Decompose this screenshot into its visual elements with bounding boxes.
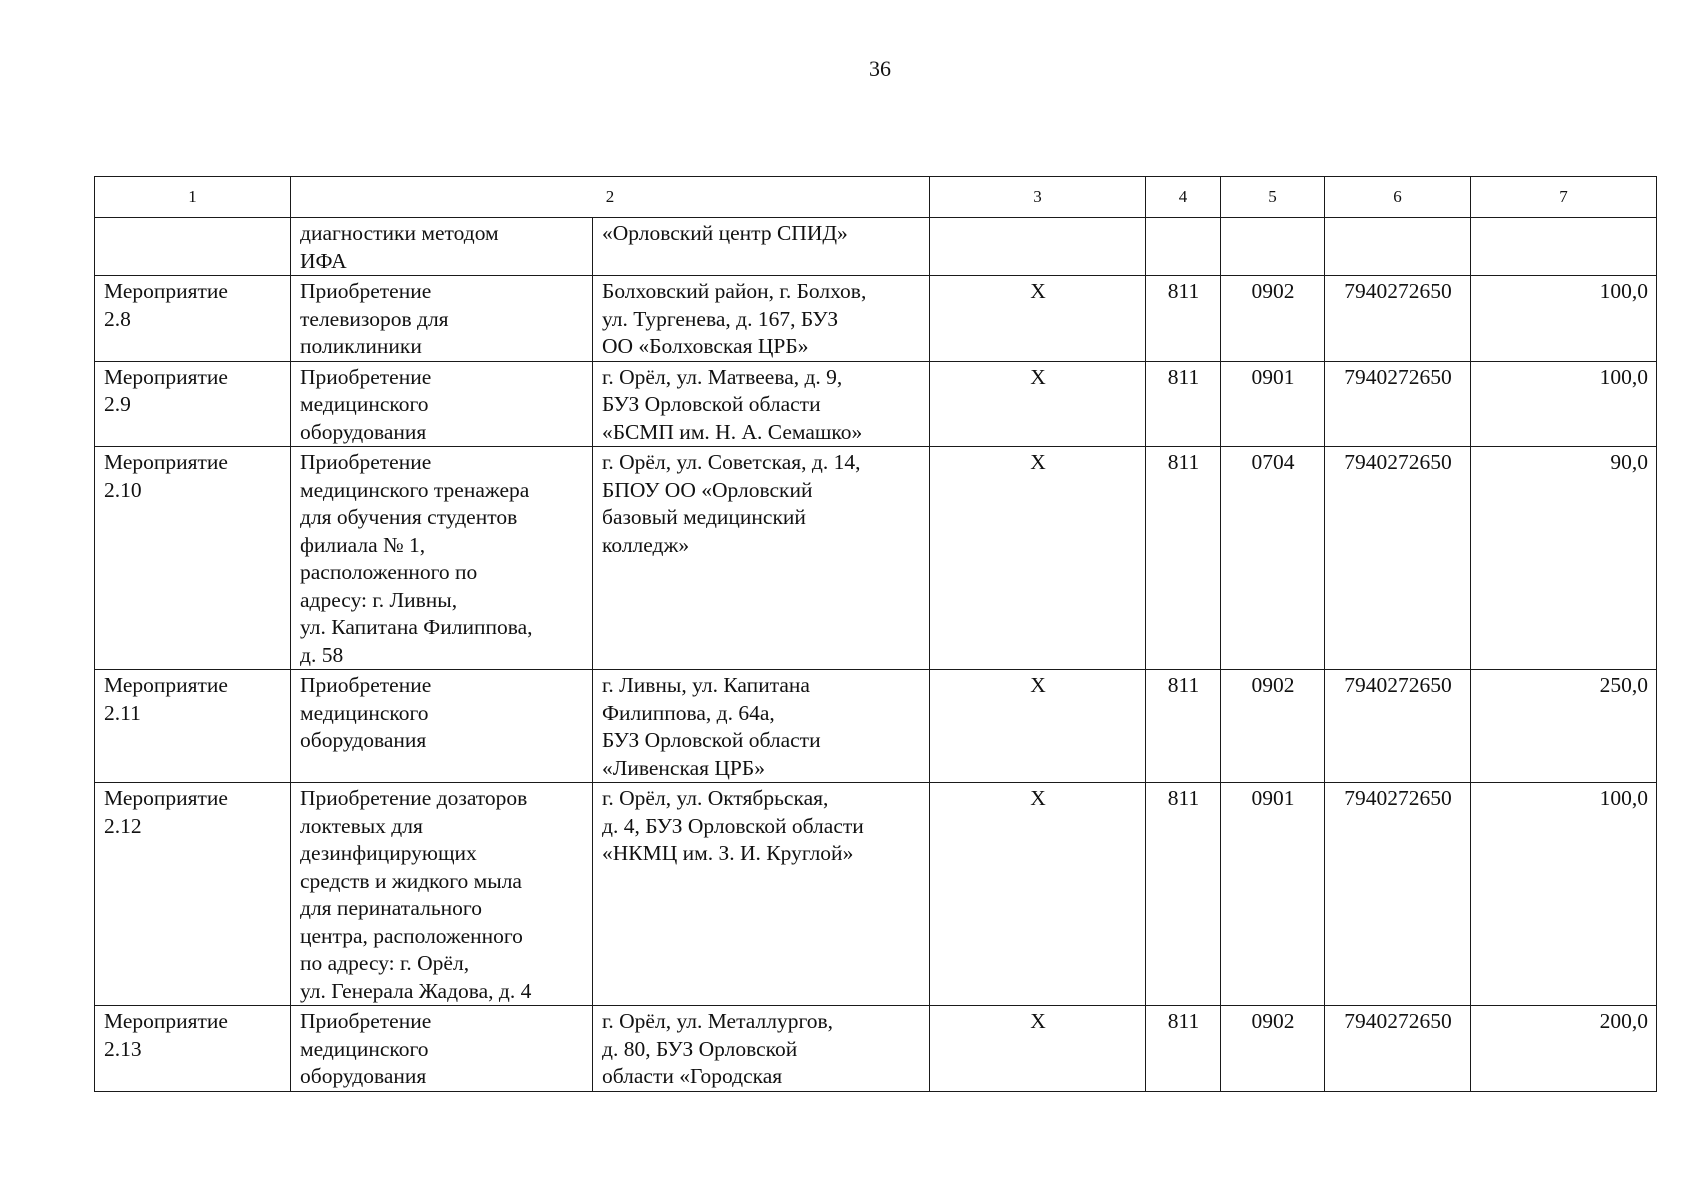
address-cell-line: колледж»: [602, 532, 690, 557]
col4-cell: 811: [1146, 447, 1221, 670]
table-row: [95, 361, 1657, 447]
col5-cell: 0704: [1221, 447, 1325, 670]
col6-cell: 7940272650: [1325, 783, 1471, 1006]
col3-cell: Х: [930, 1006, 1146, 1092]
measure-id-cell: [95, 361, 291, 447]
measure-id-cell-line: 2.10: [104, 477, 142, 502]
page-number: 36: [869, 56, 891, 81]
table-row: [95, 1006, 1657, 1092]
measure-name-cell-line: диагностики методом: [300, 221, 499, 245]
address-cell-line: «Орловский центр СПИД»: [602, 221, 848, 245]
col5-cell: 0901: [1221, 361, 1325, 447]
measure-name-cell-line: медицинского тренажера: [300, 477, 530, 502]
measure-name-cell-line: Приобретение: [300, 1009, 432, 1033]
address-cell-line: «БСМП им. Н. А. Семашко»: [602, 419, 863, 444]
measure-name-cell-line: филиала № 1,: [300, 532, 426, 557]
col5-cell: 0902: [1221, 276, 1325, 362]
address-cell: [593, 361, 930, 447]
amount-cell: 100,0: [1471, 276, 1657, 362]
measure-id-cell-line: 2.13: [104, 1036, 142, 1061]
col6-cell: [1325, 218, 1471, 276]
table-row: [95, 218, 1657, 276]
address-cell-line: д. 4, БУЗ Орловской области: [602, 813, 864, 838]
measure-name-cell: [291, 361, 593, 447]
amount-cell: [1471, 218, 1657, 276]
col6-cell: 7940272650: [1325, 1006, 1471, 1092]
measure-id-cell-line: Мероприятие: [104, 786, 228, 810]
address-cell-line: области «Городская: [602, 1064, 783, 1088]
measure-id-cell-line: 2.12: [104, 813, 142, 838]
header-cell: 4: [1146, 177, 1221, 218]
col5-cell: 0902: [1221, 1006, 1325, 1092]
address-cell-line: ул. Тургенева, д. 167, БУЗ: [602, 306, 839, 331]
col3-cell: Х: [930, 783, 1146, 1006]
measure-name-cell-line: локтевых для: [300, 813, 423, 838]
budget-table: [94, 176, 1657, 1092]
col4-cell: 811: [1146, 361, 1221, 447]
measure-name-cell-line: по адресу: г. Орёл,: [300, 951, 470, 975]
col5-cell: 0901: [1221, 783, 1325, 1006]
header-cell: 6: [1325, 177, 1471, 218]
header-cell: 2: [291, 177, 930, 218]
col3-cell: Х: [930, 670, 1146, 783]
col4-cell: 811: [1146, 276, 1221, 362]
table-row: [95, 670, 1657, 783]
measure-id-cell: [95, 276, 291, 362]
address-cell: [593, 218, 930, 276]
col3-cell: [930, 218, 1146, 276]
col4-cell: 811: [1146, 670, 1221, 783]
address-cell-line: д. 80, БУЗ Орловской: [602, 1036, 798, 1061]
measure-id-cell-line: Мероприятие: [104, 450, 228, 474]
measure-name-cell: [291, 447, 593, 670]
header-cell: 7: [1471, 177, 1657, 218]
header-cell: 3: [930, 177, 1146, 218]
col3-cell: Х: [930, 361, 1146, 447]
measure-name-cell-line: средств и жидкого мыла: [300, 868, 522, 893]
col5-cell: [1221, 218, 1325, 276]
measure-id-cell-line: 2.9: [104, 392, 131, 416]
measure-name-cell-line: д. 58: [300, 642, 344, 667]
measure-name-cell-line: оборудования: [300, 1064, 427, 1088]
measure-name-cell-line: оборудования: [300, 728, 427, 752]
measure-name-cell-line: Приобретение дозаторов: [300, 786, 528, 810]
measure-name-cell-line: ул. Капитана Филиппова,: [300, 615, 533, 639]
measure-name-cell-line: поликлиники: [300, 334, 422, 358]
table-header-row: [95, 177, 1657, 218]
col6-cell: 7940272650: [1325, 276, 1471, 362]
col3-cell: Х: [930, 276, 1146, 362]
address-cell-line: БПОУ ОО «Орловский: [602, 477, 813, 502]
address-cell-line: «Ливенская ЦРБ»: [602, 755, 765, 780]
amount-cell: 90,0: [1471, 447, 1657, 670]
address-cell-line: г. Орёл, ул. Матвеева, д. 9,: [602, 364, 843, 389]
header-cell: 1: [95, 177, 291, 218]
measure-name-cell-line: ИФА: [300, 248, 347, 273]
measure-id-cell: [95, 783, 291, 1006]
measure-id-cell-line: Мероприятие: [104, 1009, 228, 1033]
amount-cell: 200,0: [1471, 1006, 1657, 1092]
measure-name-cell: [291, 1006, 593, 1092]
measure-name-cell-line: медицинского: [300, 700, 429, 725]
address-cell-line: Филиппова, д. 64а,: [602, 700, 775, 725]
col4-cell: 811: [1146, 783, 1221, 1006]
address-cell: [593, 276, 930, 362]
address-cell-line: ОО «Болховская ЦРБ»: [602, 334, 809, 358]
measure-id-cell: [95, 218, 291, 276]
col4-cell: 811: [1146, 1006, 1221, 1092]
measure-name-cell-line: Приобретение: [300, 450, 432, 474]
amount-cell: 100,0: [1471, 783, 1657, 1006]
table-row: [95, 783, 1657, 1006]
measure-name-cell-line: Приобретение: [300, 673, 432, 697]
measure-name-cell-line: медицинского: [300, 392, 429, 416]
measure-name-cell-line: дезинфицирующих: [300, 841, 477, 865]
measure-name-cell-line: Приобретение: [300, 279, 432, 303]
measure-id-cell-line: 2.8: [104, 306, 131, 331]
measure-name-cell-line: центра, расположенного: [300, 923, 523, 948]
col5-cell: 0902: [1221, 670, 1325, 783]
measure-name-cell-line: Приобретение: [300, 364, 432, 389]
col6-cell: 7940272650: [1325, 670, 1471, 783]
header-cell: 5: [1221, 177, 1325, 218]
measure-name-cell-line: оборудования: [300, 419, 427, 444]
measure-id-cell: [95, 1006, 291, 1092]
address-cell: [593, 783, 930, 1006]
table-row: [95, 276, 1657, 362]
address-cell-line: г. Орёл, ул. Металлургов,: [602, 1009, 834, 1033]
measure-name-cell: [291, 783, 593, 1006]
measure-name-cell-line: адресу: г. Ливны,: [300, 587, 458, 612]
address-cell-line: Болховский район, г. Болхов,: [602, 279, 867, 303]
measure-id-cell-line: 2.11: [104, 700, 141, 725]
address-cell-line: г. Орёл, ул. Советская, д. 14,: [602, 450, 861, 474]
col6-cell: 7940272650: [1325, 361, 1471, 447]
measure-id-cell-line: Мероприятие: [104, 364, 228, 389]
measure-id-cell: [95, 670, 291, 783]
address-cell: [593, 1006, 930, 1092]
measure-id-cell-line: Мероприятие: [104, 279, 228, 303]
amount-cell: 100,0: [1471, 361, 1657, 447]
measure-name-cell-line: для обучения студентов: [300, 505, 518, 529]
address-cell-line: БУЗ Орловской области: [602, 392, 821, 416]
address-cell-line: БУЗ Орловской области: [602, 728, 821, 752]
address-cell-line: «НКМЦ им. З. И. Круглой»: [602, 841, 854, 865]
measure-name-cell: [291, 218, 593, 276]
measure-name-cell: [291, 276, 593, 362]
measure-id-cell: [95, 447, 291, 670]
col6-cell: 7940272650: [1325, 447, 1471, 670]
address-cell-line: г. Орёл, ул. Октябрьская,: [602, 786, 829, 810]
measure-name-cell-line: ул. Генерала Жадова, д. 4: [300, 978, 532, 1003]
measure-id-cell-line: Мероприятие: [104, 673, 228, 697]
measure-name-cell: [291, 670, 593, 783]
address-cell-line: базовый медицинский: [602, 505, 806, 529]
col3-cell: Х: [930, 447, 1146, 670]
address-cell: [593, 670, 930, 783]
amount-cell: 250,0: [1471, 670, 1657, 783]
table-row: [95, 447, 1657, 670]
measure-name-cell-line: медицинского: [300, 1036, 429, 1061]
measure-name-cell-line: телевизоров для: [300, 306, 449, 331]
measure-name-cell-line: для перинатального: [300, 896, 482, 920]
measure-name-cell-line: расположенного по: [300, 560, 478, 584]
address-cell-line: г. Ливны, ул. Капитана: [602, 673, 810, 697]
address-cell: [593, 447, 930, 670]
col4-cell: [1146, 218, 1221, 276]
